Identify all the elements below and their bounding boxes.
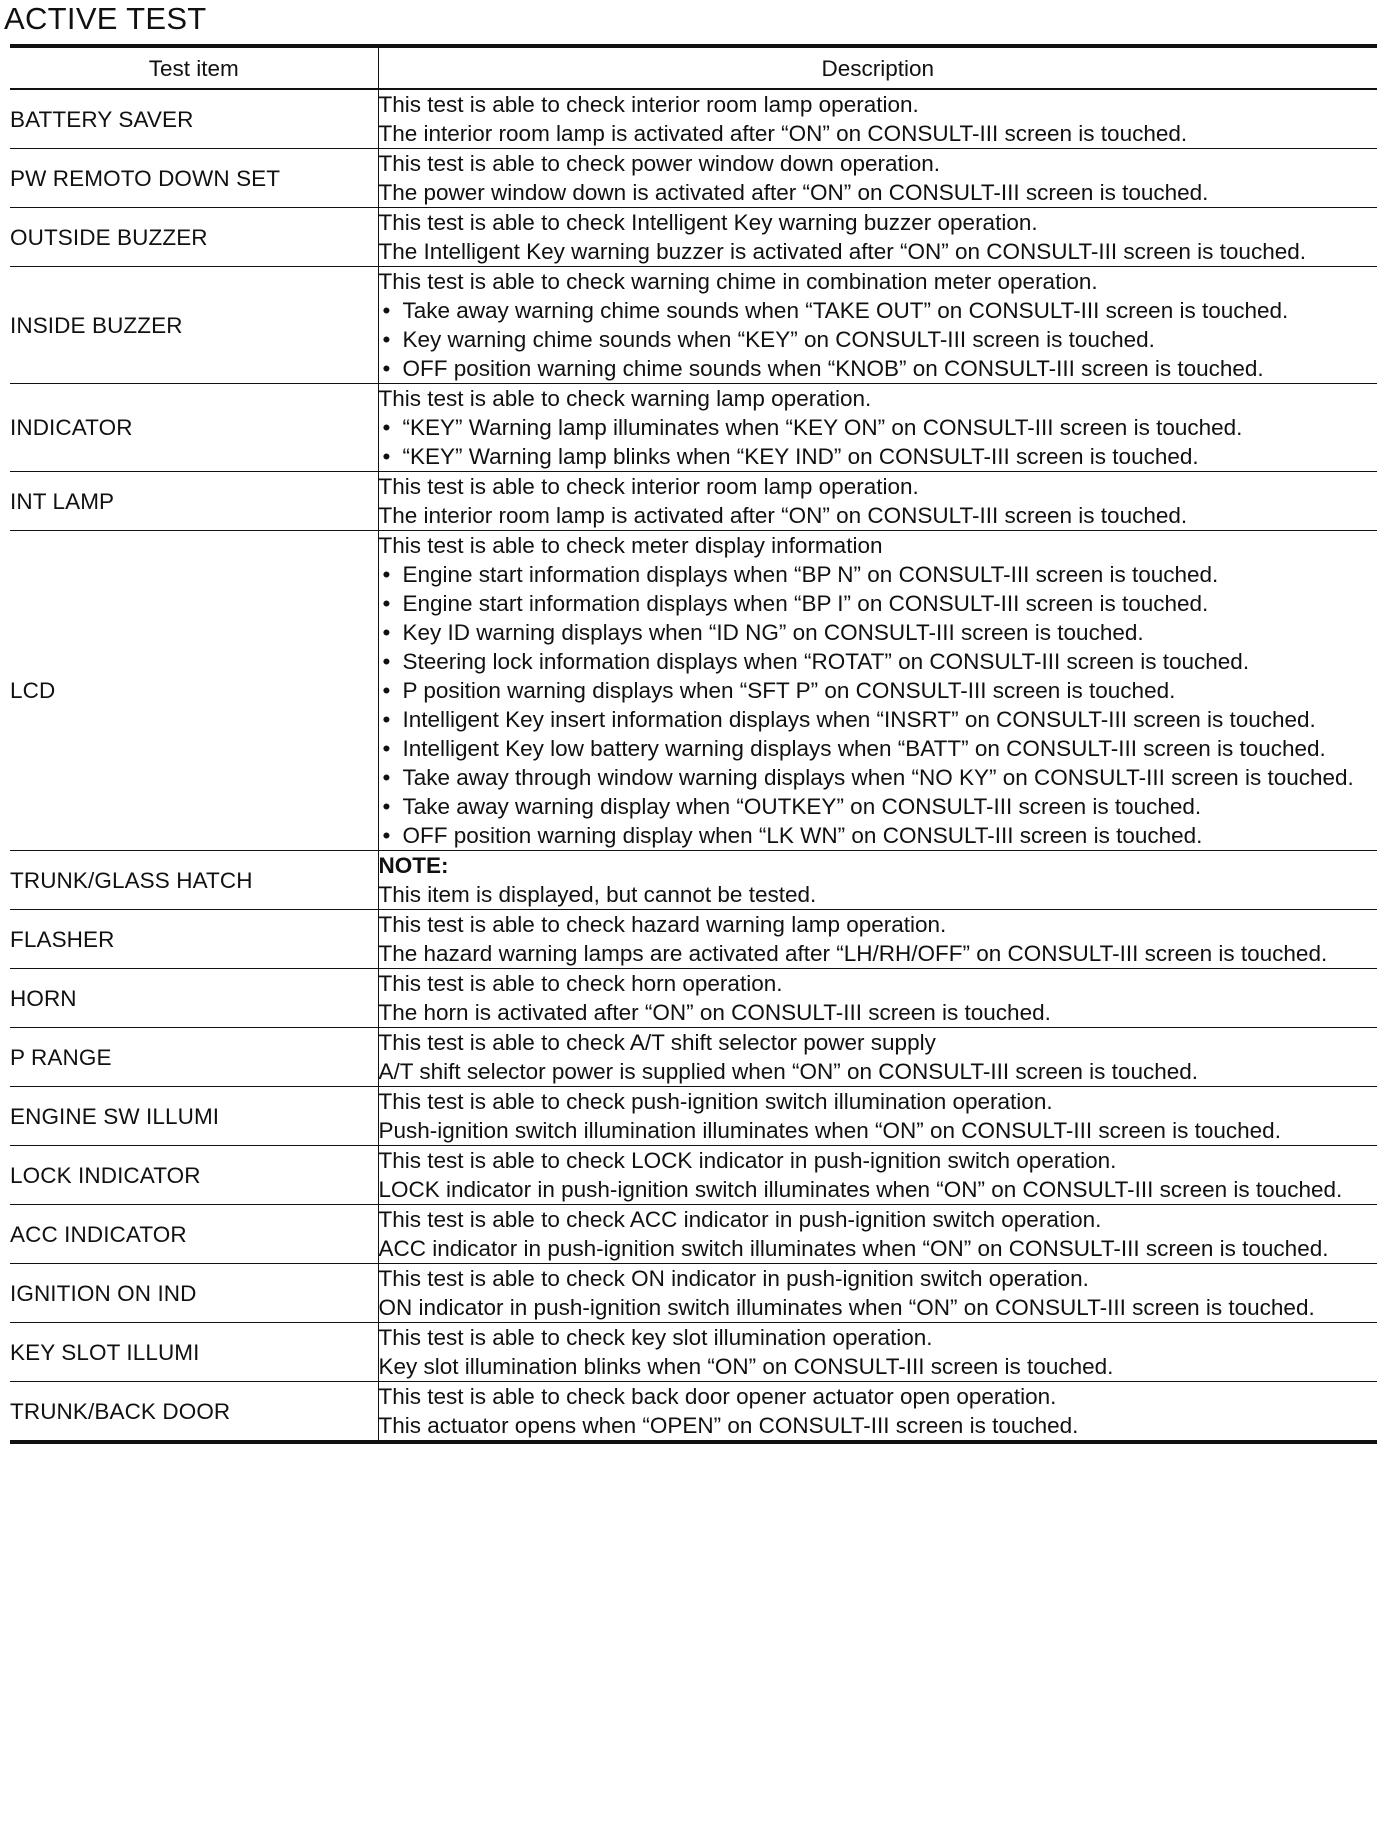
description-cell: [378, 1264, 1377, 1323]
description-line: LOCK indicator in push-ignition switch illuminates when “ON” on CONSULT-III screen is touched.: [378, 1177, 1343, 1202]
note-label: NOTE:: [378, 853, 449, 878]
bullet-item: • Intelligent Key low battery warning displays when “BATT” on CONSULT-III screen is touched.: [379, 734, 1378, 763]
description-cell: [378, 1323, 1377, 1382]
description-line: ON indicator in push-ignition switch illuminates when “ON” on CONSULT-III screen is touched.: [378, 1295, 1315, 1320]
active-test-table: [10, 44, 1377, 1444]
table-row: [10, 910, 1377, 969]
description-cell: [378, 472, 1377, 531]
test-item-cell: TRUNK/GLASS HATCH: [10, 867, 253, 893]
header-description: Description: [378, 46, 1377, 89]
bullet-item: • Engine start information displays when “BP I” on CONSULT-III screen is touched.: [379, 589, 1378, 618]
bullet-list: [379, 296, 1378, 383]
table-row: [10, 1264, 1377, 1323]
description-line: The horn is activated after “ON” on CONSULT-III screen is touched.: [378, 1000, 1051, 1025]
table-row: [10, 1146, 1377, 1205]
description-line: This test is able to check warning chime in combination meter operation.: [378, 269, 1098, 294]
header-test-item: Test item: [10, 46, 378, 89]
description-cell: [378, 910, 1377, 969]
description-cell: [378, 1087, 1377, 1146]
description-line: This actuator opens when “OPEN” on CONSULT-III screen is touched.: [378, 1413, 1079, 1438]
description-line: This test is able to check horn operation.: [378, 971, 783, 996]
bullet-item: • Take away warning display when “OUTKEY” on CONSULT-III screen is touched.: [379, 792, 1378, 821]
test-item-cell: PW REMOTO DOWN SET: [10, 165, 281, 191]
test-item-cell: LOCK INDICATOR: [10, 1162, 201, 1188]
table-row: [10, 384, 1377, 472]
test-item-cell: TRUNK/BACK DOOR: [10, 1398, 231, 1424]
test-item-cell: ENGINE SW ILLUMI: [10, 1103, 220, 1129]
description-line: This test is able to check meter display information: [378, 533, 883, 558]
description-cell: [378, 267, 1377, 384]
description-line: This test is able to check ON indicator in push-ignition switch operation.: [378, 1266, 1089, 1291]
table-row: [10, 472, 1377, 531]
table-header: [10, 46, 1377, 89]
description-line: This test is able to check ACC indicator in push-ignition switch operation.: [378, 1207, 1102, 1232]
bullet-item: • Key warning chime sounds when “KEY” on CONSULT-III screen is touched.: [379, 325, 1378, 354]
description-line: ACC indicator in push-ignition switch illuminates when “ON” on CONSULT-III screen is touched.: [378, 1236, 1329, 1261]
bullet-item: • OFF position warning display when “LK WN” on CONSULT-III screen is touched.: [379, 821, 1378, 850]
test-item-cell: INSIDE BUZZER: [10, 312, 183, 338]
description-cell: [378, 851, 1377, 910]
description-line: The interior room lamp is activated after “ON” on CONSULT-III screen is touched.: [378, 121, 1188, 146]
test-item-cell: INDICATOR: [10, 415, 133, 440]
table-row: [10, 1028, 1377, 1087]
test-item-cell: OUTSIDE BUZZER: [10, 224, 208, 250]
description-cell: [378, 384, 1377, 472]
description-cell: [378, 969, 1377, 1028]
description-line: Push-ignition switch illumination illuminates when “ON” on CONSULT-III screen is touched.: [378, 1118, 1281, 1143]
description-line: This item is displayed, but cannot be tested.: [378, 882, 817, 907]
description-line: This test is able to check push-ignition switch illumination operation.: [378, 1089, 1053, 1114]
description-cell: [378, 149, 1377, 208]
page-title: ACTIVE TEST: [4, 1, 207, 36]
description-line: This test is able to check interior room lamp operation.: [378, 474, 919, 499]
test-item-cell: FLASHER: [10, 926, 115, 952]
description-cell: [378, 89, 1377, 149]
test-item-cell: HORN: [10, 985, 77, 1011]
table-row: [10, 89, 1377, 149]
table-row: [10, 1323, 1377, 1382]
description-line: This test is able to check LOCK indicator in push-ignition switch operation.: [378, 1148, 1117, 1173]
test-item-cell: P RANGE: [10, 1044, 112, 1070]
description-line: This test is able to check Intelligent Key warning buzzer operation.: [378, 210, 1038, 235]
description-line: This test is able to check A/T shift selector power supply: [378, 1030, 936, 1055]
description-cell: [378, 1382, 1377, 1443]
bullet-item: • Take away through window warning displays when “NO KY” on CONSULT-III screen is touched.: [379, 763, 1378, 792]
description-line: The power window down is activated after “ON” on CONSULT-III screen is touched.: [378, 180, 1209, 205]
description-line: Key slot illumination blinks when “ON” on CONSULT-III screen is touched.: [378, 1354, 1114, 1379]
bullet-item: • “KEY” Warning lamp illuminates when “KEY ON” on CONSULT-III screen is touched.: [379, 413, 1378, 442]
test-item-cell: ACC INDICATOR: [10, 1221, 187, 1247]
description-line: The interior room lamp is activated after “ON” on CONSULT-III screen is touched.: [378, 503, 1188, 528]
description-cell: [378, 1146, 1377, 1205]
table-row: [10, 1382, 1377, 1443]
table-row: [10, 267, 1377, 384]
description-cell: [378, 1028, 1377, 1087]
description-line: This test is able to check hazard warning lamp operation.: [378, 912, 947, 937]
bullet-item: • Key ID warning displays when “ID NG” on CONSULT-III screen is touched.: [379, 618, 1378, 647]
bullet-item: • Intelligent Key insert information displays when “INSRT” on CONSULT-III screen is touched.: [379, 705, 1378, 734]
bullet-item: • P position warning displays when “SFT P” on CONSULT-III screen is touched.: [379, 676, 1378, 705]
description-line: This test is able to check back door opener actuator open operation.: [378, 1384, 1057, 1409]
bullet-list: [379, 560, 1378, 850]
bullet-item: • Engine start information displays when “BP N” on CONSULT-III screen is touched.: [379, 560, 1378, 589]
table-body: [10, 89, 1377, 1442]
table-row: [10, 208, 1377, 267]
description-cell: [378, 208, 1377, 267]
bullet-item: • OFF position warning chime sounds when “KNOB” on CONSULT-III screen is touched.: [379, 354, 1378, 383]
test-item-cell: LCD: [10, 678, 56, 703]
description-line: This test is able to check key slot illumination operation.: [378, 1325, 933, 1350]
header-row: [10, 46, 1377, 89]
table-row: [10, 1205, 1377, 1264]
description-line: This test is able to check warning lamp operation.: [378, 386, 872, 411]
table-row: [10, 149, 1377, 208]
test-item-cell: INT LAMP: [10, 488, 115, 514]
description-line: The hazard warning lamps are activated after “LH/RH/OFF” on CONSULT-III screen is touched.: [378, 941, 1328, 966]
description-line: This test is able to check power window down operation.: [378, 151, 941, 176]
table-row: [10, 969, 1377, 1028]
description-line: The Intelligent Key warning buzzer is activated after “ON” on CONSULT-III screen is touched.: [378, 239, 1306, 264]
bullet-list: [379, 413, 1378, 471]
description-cell: [378, 1205, 1377, 1264]
bullet-item: • Take away warning chime sounds when “TAKE OUT” on CONSULT-III screen is touched.: [379, 296, 1378, 325]
bullet-item: • “KEY” Warning lamp blinks when “KEY IND” on CONSULT-III screen is touched.: [379, 442, 1378, 471]
test-item-cell: BATTERY SAVER: [10, 106, 194, 132]
bullet-item: • Steering lock information displays when “ROTAT” on CONSULT-III screen is touched.: [379, 647, 1378, 676]
description-line: This test is able to check interior room lamp operation.: [378, 92, 919, 117]
test-item-cell: KEY SLOT ILLUMI: [10, 1339, 200, 1365]
table-row: [10, 531, 1377, 851]
test-item-cell: IGNITION ON IND: [10, 1280, 197, 1306]
table-row: [10, 1087, 1377, 1146]
description-cell: [378, 531, 1377, 851]
description-line: A/T shift selector power is supplied when “ON” on CONSULT-III screen is touched.: [378, 1059, 1199, 1084]
table-row: [10, 851, 1377, 910]
